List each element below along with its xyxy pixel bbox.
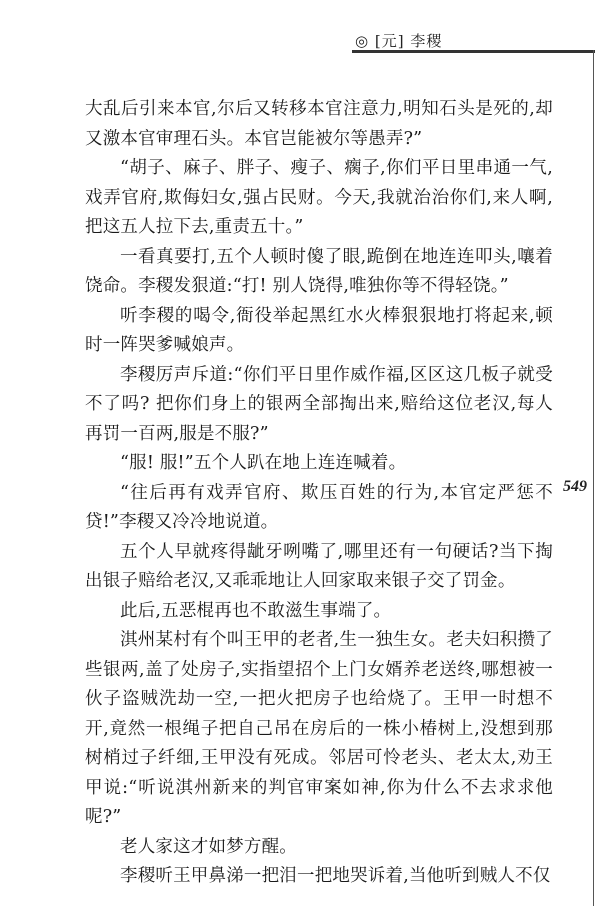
running-header: ◎ [元] 李稷: [355, 32, 443, 50]
paragraph: “胡子、麻子、胖子、瘦子、瘸子,你们平日里串通一气,戏弄官府,欺侮妇女,强占民财。今天,我就治治你们,来人啊,把这五人拉下去,重责五十。”: [85, 158, 553, 237]
paragraph: 此后,五恶棍再也不敢滋生事端了。: [120, 600, 392, 621]
margin-rule: [593, 50, 594, 906]
paragraph: 听李稷的喝令,衙役举起黑红水火棒狠狠地打将起来,顿时一阵哭爹喊娘声。: [85, 305, 553, 355]
paragraph: 李稷厉声斥道:“你们平日里作威作福,区区这几板子就受不了吗? 把你们身上的银两全部掏出来,赔给这位老汉,每人再罚一百两,服是不服?”: [85, 364, 553, 444]
paragraph: “往后再有戏弄官府、欺压百姓的行为,本官定严惩不贷!”李稷又冷冷地说道。: [85, 482, 553, 532]
paragraph: 淇州某村有个叫王甲的老者,生一独生女。老夫妇积攒了些银两,盖了处房子,实指望招个上门女婿养老送终,哪想被一伙子盗贼洗劫一空,一把火把房子也给烧了。王甲一时想不开,竟然一根绳子把自己吊在房后的一株小椿树上,没想到那树梢过子纤细,王甲没有死成。邻居可怜老头、老太太,劝王甲说:“听说淇州新来的判官审案如神,你为什么不去求求他呢?”: [85, 630, 553, 827]
paragraph: 一看真要打,五个人顿时傻了眼,跪倒在地连连叩头,嚷着饶命。李稷发狠道:“打! 别人饶得,唯独你等不得轻饶。”: [85, 246, 553, 296]
paragraph: 大乱后引来本官,尔后又转移本官注意力,明知石头是死的,却又激本官审理石头。本官岂能被尔等愚弄?”: [85, 99, 553, 149]
paragraph: 老人家这才如梦方醒。: [120, 836, 297, 857]
header-rule: [352, 50, 595, 53]
paragraph: “服! 服!”五个人趴在地上连连喊着。: [120, 453, 407, 473]
body-text: [85, 95, 553, 892]
page-number: 549: [563, 478, 587, 495]
paragraph: 李稷听王甲鼻涕一把泪一把地哭诉着,当他听到贼人不仅: [120, 866, 551, 886]
paragraph: 五个人早就疼得龇牙咧嘴了,哪里还有一句硬话?当下掏出银子赔给老汉,又乖乖地让人回家取来银子交了罚金。: [85, 541, 553, 591]
